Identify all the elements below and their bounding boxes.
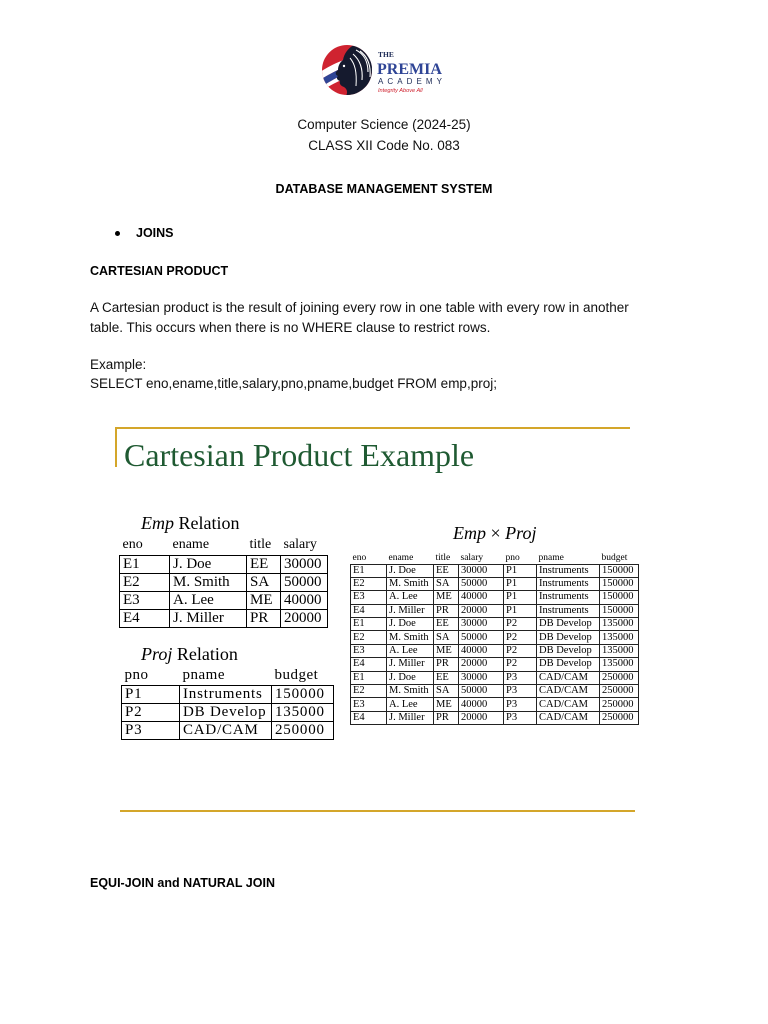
table-cell: P3: [504, 711, 537, 724]
table-cell: A. Lee: [387, 591, 434, 604]
premia-academy-logo: [320, 42, 450, 100]
column-header: pno: [505, 552, 520, 563]
table-cell: CAD/CAM: [537, 711, 600, 724]
table-cell: J. Miller: [170, 609, 247, 627]
table-cell: P2: [122, 703, 180, 721]
table-cell: 30000: [281, 555, 328, 573]
table-cell: J. Miller: [387, 604, 434, 617]
table-cell: E1: [351, 618, 387, 631]
table-cell: DB Develop: [537, 618, 600, 631]
table-cell: EE: [247, 555, 281, 573]
table-row: [351, 618, 639, 631]
table-cell: J. Miller: [387, 658, 434, 671]
table-row: [122, 685, 334, 703]
example-label: Example:: [90, 357, 147, 372]
table-cell: ME: [247, 591, 281, 609]
table-cell: P3: [122, 721, 180, 739]
table-cell: SA: [247, 573, 281, 591]
table-cell: E2: [351, 685, 387, 698]
table-row: [351, 644, 639, 657]
table-cell: 135000: [600, 658, 639, 671]
column-header: pname: [182, 666, 225, 683]
column-header: title: [249, 536, 272, 552]
table-cell: 40000: [281, 591, 328, 609]
table-row: [351, 698, 639, 711]
table-cell: PR: [434, 658, 459, 671]
table-cell: EE: [434, 618, 459, 631]
logo-the-text: THE: [378, 50, 394, 59]
table-cell: P2: [504, 631, 537, 644]
table-cell: 135000: [600, 631, 639, 644]
table-cell: 20000: [459, 711, 504, 724]
table-cell: 40000: [459, 644, 504, 657]
table-row: [351, 685, 639, 698]
table-cell: E4: [351, 658, 387, 671]
table-cell: ME: [434, 698, 459, 711]
table-cell: P3: [504, 685, 537, 698]
table-cell: SA: [434, 685, 459, 698]
table-row: [120, 591, 328, 609]
cartesian-paragraph: A Cartesian product is the result of joining every row in one table with every row in another table. This occurs when there is no WHERE clause to restrict rows.: [90, 300, 629, 335]
emp-relation-table: [119, 537, 328, 628]
column-header: budget: [601, 552, 628, 563]
table-cell: E1: [351, 671, 387, 684]
table-cell: M. Smith: [387, 685, 434, 698]
table-cell: P1: [504, 604, 537, 617]
table-cell: 250000: [600, 685, 639, 698]
table-cell: E2: [120, 573, 170, 591]
table-cell: DB Develop: [537, 658, 600, 671]
product-operator: ×: [490, 523, 501, 543]
table-cell: E3: [351, 698, 387, 711]
table-cell: Instruments: [537, 564, 600, 577]
table-row: [351, 564, 639, 577]
table-cell: E2: [351, 577, 387, 590]
table-row: [351, 671, 639, 684]
slide-accent-vertical-line: [115, 427, 117, 467]
table-cell: ME: [434, 644, 459, 657]
table-cell: 135000: [600, 618, 639, 631]
table-row: [120, 609, 328, 627]
section-heading-equi-join: EQUI-JOIN and NATURAL JOIN: [90, 876, 275, 890]
table-cell: SA: [434, 577, 459, 590]
table-cell: EE: [434, 564, 459, 577]
table-row: [351, 591, 639, 604]
table-row: [351, 631, 639, 644]
table-cell: A. Lee: [170, 591, 247, 609]
slide-bottom-line: [120, 810, 635, 812]
table-cell: 20000: [459, 658, 504, 671]
table-cell: E3: [351, 644, 387, 657]
table-cell: 40000: [459, 698, 504, 711]
bullet-icon: [115, 231, 120, 236]
proj-relation-label: [141, 643, 238, 665]
column-header: ename: [172, 536, 210, 552]
logo-academy-text: ACADEMY: [378, 77, 442, 86]
table-cell: J. Doe: [170, 555, 247, 573]
table-cell: E4: [351, 711, 387, 724]
column-header: pname: [538, 552, 564, 563]
table-cell: A. Lee: [387, 644, 434, 657]
proj-relation-name: Proj: [141, 644, 173, 664]
table-cell: Instruments: [537, 604, 600, 617]
table-cell: M. Smith: [387, 577, 434, 590]
table-row: [351, 577, 639, 590]
class-code-line: CLASS XII Code No. 083: [308, 138, 460, 153]
table-cell: 150000: [272, 685, 334, 703]
table-row: [351, 711, 639, 724]
table-row: [351, 658, 639, 671]
table-cell: 135000: [600, 644, 639, 657]
table-row: [122, 703, 334, 721]
table-cell: Instruments: [180, 685, 272, 703]
table-cell: PR: [434, 604, 459, 617]
logo-tagline: Integrity Above All: [378, 88, 423, 94]
table-cell: 20000: [459, 604, 504, 617]
table-row: [120, 555, 328, 573]
table-cell: 150000: [600, 604, 639, 617]
table-cell: CAD/CAM: [537, 698, 600, 711]
table-row: [122, 721, 334, 739]
table-row: [351, 604, 639, 617]
table-cell: E1: [120, 555, 170, 573]
table-cell: E3: [351, 591, 387, 604]
table-cell: 30000: [459, 618, 504, 631]
table-header-row: [122, 667, 334, 685]
table-cell: 40000: [459, 591, 504, 604]
table-cell: 150000: [600, 591, 639, 604]
table-header-row: [351, 551, 639, 564]
table-cell: E3: [120, 591, 170, 609]
table-cell: 150000: [600, 564, 639, 577]
table-cell: P2: [504, 658, 537, 671]
table-cell: CAD/CAM: [537, 671, 600, 684]
table-cell: J. Doe: [387, 564, 434, 577]
table-cell: P1: [504, 577, 537, 590]
table-cell: E2: [351, 631, 387, 644]
emp-relation-suffix: Relation: [178, 513, 240, 533]
table-cell: J. Doe: [387, 671, 434, 684]
table-cell: CAD/CAM: [537, 685, 600, 698]
table-cell: P1: [122, 685, 180, 703]
table-cell: P3: [504, 698, 537, 711]
table-cell: E1: [351, 564, 387, 577]
table-cell: 250000: [600, 698, 639, 711]
bullet-item-joins: JOINS: [136, 226, 174, 240]
table-cell: DB Develop: [537, 631, 600, 644]
page-title: DATABASE MANAGEMENT SYSTEM: [275, 182, 493, 196]
table-cell: P1: [504, 564, 537, 577]
table-cell: PR: [434, 711, 459, 724]
table-cell: E4: [120, 609, 170, 627]
table-cell: M. Smith: [387, 631, 434, 644]
slide-accent-horizontal-line: [115, 427, 630, 429]
table-cell: 50000: [459, 685, 504, 698]
table-header-row: [120, 537, 328, 555]
table-cell: 50000: [281, 573, 328, 591]
emp-relation-name: Emp: [141, 513, 174, 533]
column-header: salary: [460, 552, 484, 563]
table-cell: M. Smith: [170, 573, 247, 591]
column-header: salary: [283, 536, 317, 552]
table-cell: SA: [434, 631, 459, 644]
column-header: pno: [124, 666, 149, 683]
column-header: eno: [352, 552, 367, 563]
column-header: title: [435, 552, 451, 563]
product-right-name: Proj: [505, 523, 537, 543]
table-cell: ME: [434, 591, 459, 604]
section-heading-cartesian: CARTESIAN PRODUCT: [90, 264, 229, 278]
subject-line: Computer Science (2024-25): [297, 117, 471, 132]
table-cell: 30000: [459, 564, 504, 577]
table-cell: P2: [504, 644, 537, 657]
table-cell: CAD/CAM: [180, 721, 272, 739]
proj-relation-suffix: Relation: [176, 644, 238, 664]
product-relation-table: [350, 551, 639, 725]
table-cell: E4: [351, 604, 387, 617]
product-relation-label: [453, 522, 537, 544]
table-cell: J. Doe: [387, 618, 434, 631]
table-cell: A. Lee: [387, 698, 434, 711]
table-cell: 250000: [272, 721, 334, 739]
table-row: [120, 573, 328, 591]
slide-title: Cartesian Product Example: [124, 437, 475, 473]
table-cell: DB Develop: [180, 703, 272, 721]
example-sql: SELECT eno,ename,title,salary,pno,pname,budget FROM emp,proj;: [90, 376, 497, 391]
table-cell: P1: [504, 591, 537, 604]
lion-emblem-icon: [320, 42, 376, 100]
table-cell: Instruments: [537, 577, 600, 590]
proj-relation-table: [121, 667, 334, 740]
table-cell: 250000: [600, 671, 639, 684]
column-header: ename: [388, 552, 414, 563]
table-cell: 30000: [459, 671, 504, 684]
table-cell: PR: [247, 609, 281, 627]
logo-name-text: PREMIA: [377, 61, 442, 78]
table-cell: Instruments: [537, 591, 600, 604]
table-cell: 150000: [600, 577, 639, 590]
table-cell: 135000: [272, 703, 334, 721]
table-cell: 50000: [459, 577, 504, 590]
table-cell: P2: [504, 618, 537, 631]
table-cell: P3: [504, 671, 537, 684]
emp-relation-label: [141, 512, 240, 534]
table-cell: 20000: [281, 609, 328, 627]
cartesian-example-slide: [110, 420, 645, 816]
table-cell: 250000: [600, 711, 639, 724]
table-cell: 50000: [459, 631, 504, 644]
table-cell: EE: [434, 671, 459, 684]
column-header: budget: [274, 666, 319, 683]
table-cell: DB Develop: [537, 644, 600, 657]
table-cell: J. Miller: [387, 711, 434, 724]
column-header: eno: [122, 536, 143, 552]
product-left-name: Emp: [453, 523, 486, 543]
